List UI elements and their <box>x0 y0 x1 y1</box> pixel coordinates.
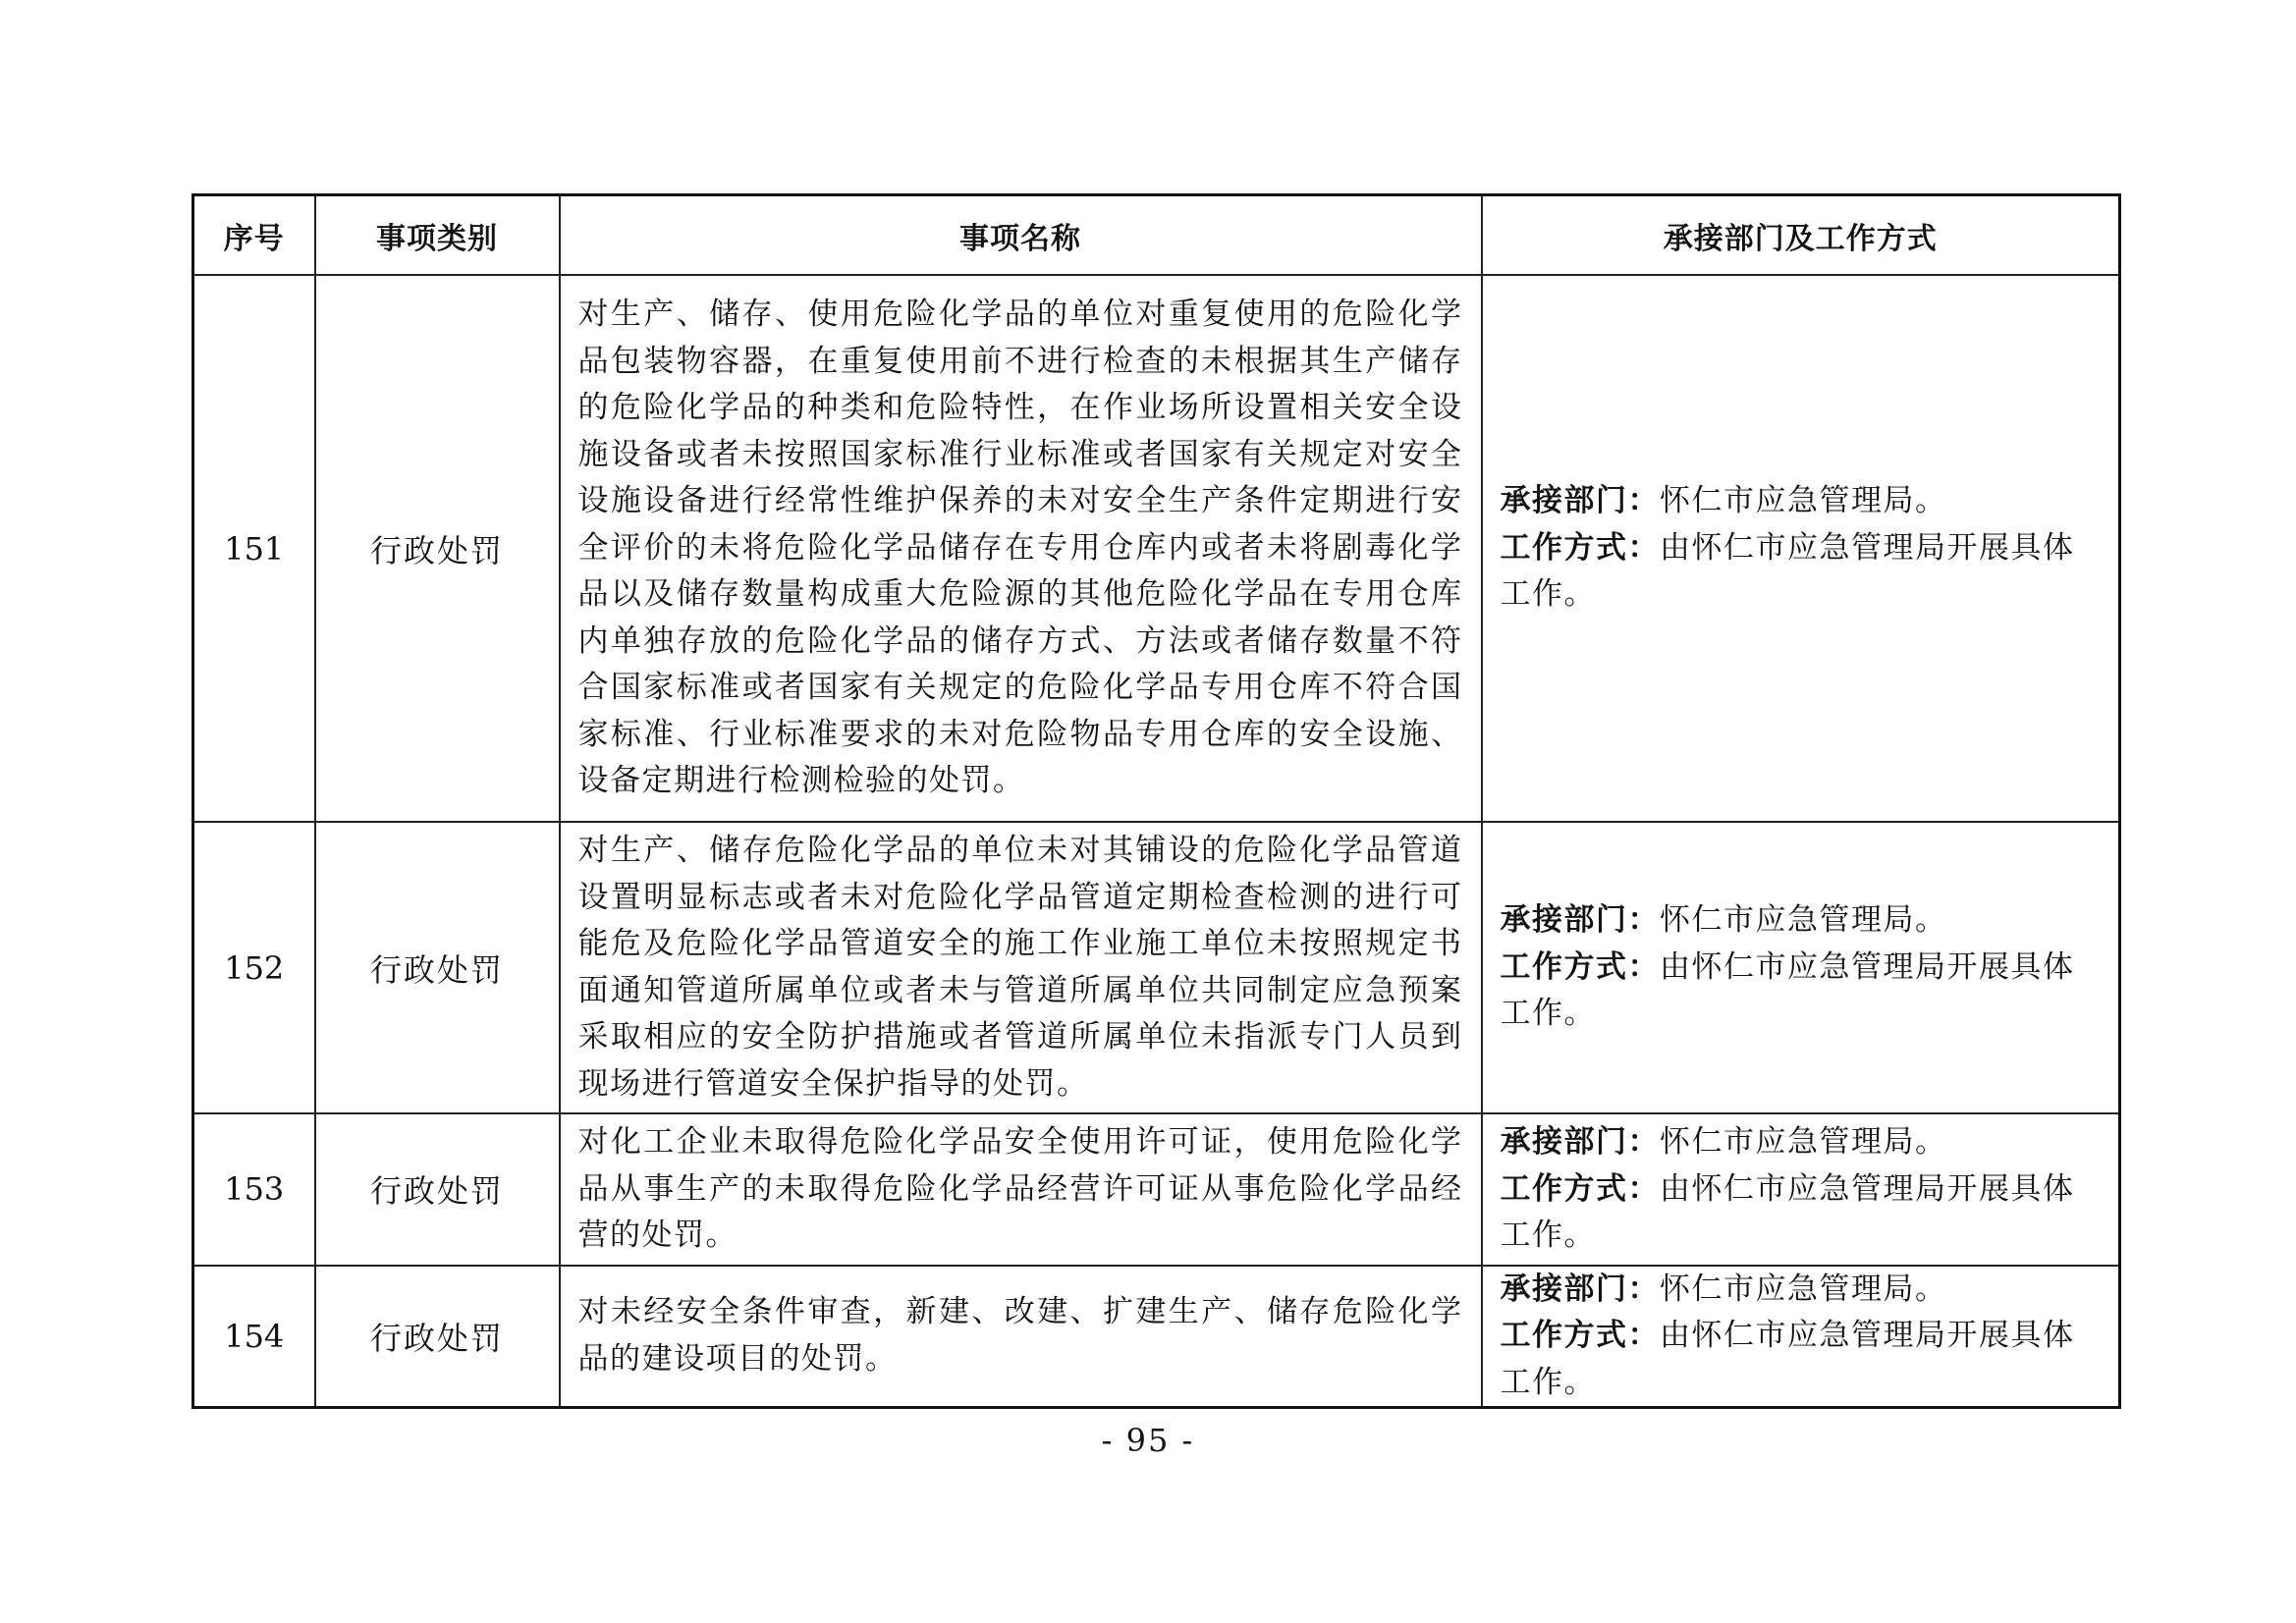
method-value: 由怀仁市应急管理局开展具体工作。 <box>1500 1170 2075 1253</box>
header-name: 事项名称 <box>560 195 1482 276</box>
row-name: 对生产、储存、使用危险化学品的单位对重复使用的危险化学品包装物容器，在重复使用前不进行检查的未根据其生产储存的危险化学品的种类和危险特性，在作业场所设置相关安全设施设备或者未按照国家标准行业标准或者国家有关规定对安全设施设备进行经常性维护保养的未对安全生产条件定期进行安全评价的未将危险化学品储存在专用仓库内或者未将剧毒化学品以及储存数量构成重大危险源的其他危险化学品在专用仓库内单独存放的危险化学品的储存方式、方法或者储存数量不符合国家标准或者国家有关规定的危险化学品专用仓库不符合国家标准、行业标准要求的未对危险物品专用仓库的安全设施、设备定期进行检测检验的处罚。 <box>560 275 1482 822</box>
method-value: 由怀仁市应急管理局开展具体工作。 <box>1500 948 2075 1032</box>
row-category: 行政处罚 <box>315 1266 560 1408</box>
row-category: 行政处罚 <box>315 822 560 1113</box>
method-label: 工作方式： <box>1500 948 1660 985</box>
dept-value: 怀仁市应急管理局。 <box>1660 902 1947 939</box>
method-value: 由怀仁市应急管理局开展具体工作。 <box>1500 529 2075 613</box>
table-row <box>193 1113 2120 1266</box>
dept-label: 承接部门： <box>1500 1124 1660 1160</box>
row-seq: 153 <box>193 1113 315 1266</box>
method-value: 由怀仁市应急管理局开展具体工作。 <box>1500 1318 2075 1400</box>
page-number: - 95 - <box>1101 1422 1195 1459</box>
dept-value: 怀仁市应急管理局。 <box>1660 1271 1947 1307</box>
row-category: 行政处罚 <box>315 275 560 822</box>
row-seq: 154 <box>193 1266 315 1408</box>
row-seq: 152 <box>193 822 315 1113</box>
table-row <box>193 822 2120 1113</box>
row-seq: 151 <box>193 275 315 822</box>
dept-label: 承接部门： <box>1500 1271 1660 1307</box>
row-dept <box>1482 822 2120 1113</box>
dept-label: 承接部门： <box>1500 483 1660 519</box>
row-name: 对未经安全条件审查，新建、改建、扩建生产、储存危险化学品的建设项目的处罚。 <box>560 1266 1482 1408</box>
dept-value: 怀仁市应急管理局。 <box>1660 483 1947 519</box>
method-label: 工作方式： <box>1500 529 1660 566</box>
row-name: 对生产、储存危险化学品的单位未对其铺设的危险化学品管道设置明显标志或者未对危险化学品管道定期检查检测的进行可能危及危险化学品管道安全的施工作业施工单位未按照规定书面通知管道所属单位或者未与管道所属单位共同制定应急预案采取相应的安全防护措施或者管道所属单位未指派专门人员到现场进行管道安全保护指导的处罚。 <box>560 822 1482 1113</box>
method-label: 工作方式： <box>1500 1318 1660 1353</box>
table-row <box>193 275 2120 822</box>
row-name: 对化工企业未取得危险化学品安全使用许可证，使用危险化学品从事生产的未取得危险化学品经营许可证从事危险化学品经营的处罚。 <box>560 1113 1482 1266</box>
table-row <box>193 1266 2120 1408</box>
table-header-row <box>193 195 2120 276</box>
header-category: 事项类别 <box>315 195 560 276</box>
header-seq: 序号 <box>193 195 315 276</box>
row-dept <box>1482 275 2120 822</box>
row-dept <box>1482 1266 2120 1408</box>
row-dept <box>1482 1113 2120 1266</box>
row-category: 行政处罚 <box>315 1113 560 1266</box>
method-label: 工作方式： <box>1500 1170 1660 1207</box>
header-dept: 承接部门及工作方式 <box>1482 195 2120 276</box>
matters-table <box>191 193 2121 1409</box>
dept-label: 承接部门： <box>1500 902 1660 939</box>
dept-value: 怀仁市应急管理局。 <box>1660 1124 1947 1160</box>
